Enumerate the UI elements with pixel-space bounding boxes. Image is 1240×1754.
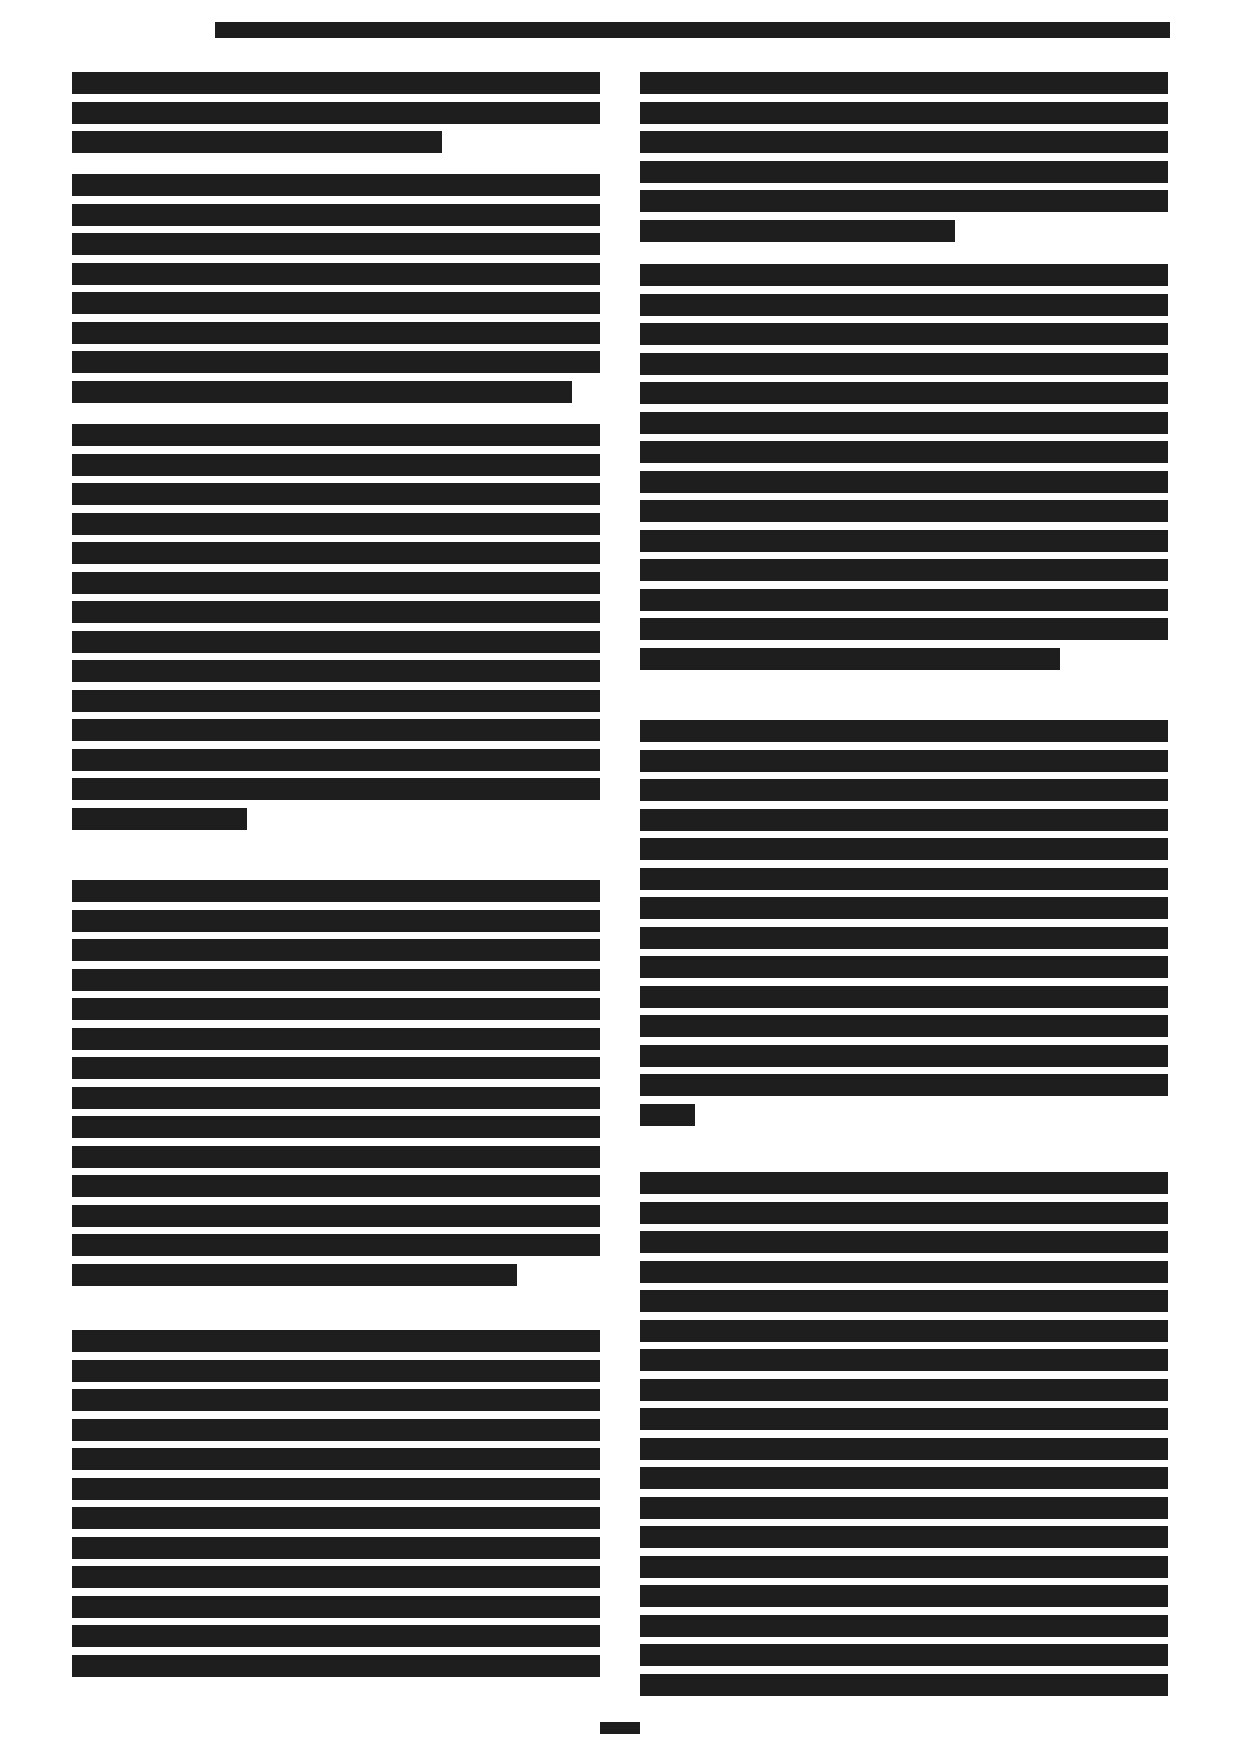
left-column-paragraph-5-line (72, 1478, 600, 1500)
right-column-paragraph-2-line (640, 530, 1168, 552)
right-column-paragraph-3-line (640, 720, 1168, 742)
right-column-paragraph-2-line (640, 589, 1168, 611)
left-column-paragraph-2-line (72, 204, 600, 226)
page-number-redaction (600, 1722, 640, 1734)
right-column-paragraph-4-line (640, 1585, 1168, 1607)
left-column-paragraph-4-line (72, 1087, 600, 1109)
right-column-paragraph-3-line (640, 1074, 1168, 1096)
right-column-paragraph-4-line (640, 1349, 1168, 1371)
right-column-paragraph-2-line (640, 353, 1168, 375)
right-column-paragraph-4-line (640, 1231, 1168, 1253)
right-column-paragraph-2-line (640, 294, 1168, 316)
left-column-paragraph-3-line (72, 808, 247, 830)
left-column-paragraph-5-line (72, 1389, 600, 1411)
right-column-paragraph-3-line (640, 750, 1168, 772)
right-column-paragraph-3-line (640, 779, 1168, 801)
right-column-paragraph-1-line (640, 161, 1168, 183)
right-column-paragraph-2-line (640, 500, 1168, 522)
left-column-paragraph-5-line (72, 1330, 600, 1352)
right-column-paragraph-1-line (640, 220, 955, 242)
right-column-paragraph-2-line (640, 412, 1168, 434)
left-column-paragraph-3-line (72, 778, 600, 800)
right-column-paragraph-2-line (640, 441, 1168, 463)
left-column-paragraph-4-line (72, 1146, 600, 1168)
left-column-paragraph-4-line (72, 1264, 517, 1286)
left-column-paragraph-1-line (72, 72, 600, 94)
left-column-paragraph-3-line (72, 601, 600, 623)
right-column-paragraph-4-line (640, 1438, 1168, 1460)
right-column-paragraph-1-line (640, 131, 1168, 153)
right-column-paragraph-3-line (640, 1104, 695, 1126)
right-column-paragraph-3-line (640, 809, 1168, 831)
left-column-paragraph-2-line (72, 263, 600, 285)
left-column-paragraph-3-line (72, 631, 600, 653)
right-column-paragraph-3-line (640, 868, 1168, 890)
left-column-paragraph-2-line (72, 174, 600, 196)
right-column-paragraph-2-line (640, 618, 1168, 640)
right-column-paragraph-4-line (640, 1615, 1168, 1637)
right-column-paragraph-1-line (640, 102, 1168, 124)
right-column-paragraph-3-line (640, 1015, 1168, 1037)
left-column-paragraph-2-line (72, 292, 600, 314)
right-column-paragraph-3-line (640, 1045, 1168, 1067)
right-column-paragraph-4-line (640, 1172, 1168, 1194)
left-column-paragraph-4-line (72, 939, 600, 961)
left-column-paragraph-5-line (72, 1596, 600, 1618)
right-column-paragraph-3-line (640, 927, 1168, 949)
right-column-paragraph-2-line (640, 323, 1168, 345)
right-column-paragraph-4-line (640, 1674, 1168, 1696)
right-column-paragraph-2-line (640, 559, 1168, 581)
left-column-paragraph-4-line (72, 910, 600, 932)
right-column-paragraph-2-line (640, 471, 1168, 493)
left-column-paragraph-5-line (72, 1360, 600, 1382)
left-column-paragraph-3-line (72, 424, 600, 446)
right-column-paragraph-1-line (640, 72, 1168, 94)
left-column-paragraph-2-line (72, 351, 600, 373)
right-column-paragraph-4-line (640, 1526, 1168, 1548)
right-column-paragraph-4-line (640, 1290, 1168, 1312)
left-column-paragraph-3-line (72, 749, 600, 771)
left-column-paragraph-5-line (72, 1625, 600, 1647)
right-column-paragraph-4-line (640, 1556, 1168, 1578)
right-column-paragraph-4-line (640, 1497, 1168, 1519)
left-column-paragraph-5-line (72, 1655, 600, 1677)
right-column-paragraph-4-line (640, 1408, 1168, 1430)
left-column-paragraph-5-line (72, 1537, 600, 1559)
left-column-paragraph-5-line (72, 1419, 600, 1441)
right-column-paragraph-2-line (640, 648, 1060, 670)
left-column-paragraph-4-line (72, 1175, 600, 1197)
right-column-paragraph-4-line (640, 1320, 1168, 1342)
right-column-paragraph-4-line (640, 1644, 1168, 1666)
left-column-paragraph-1-line (72, 131, 442, 153)
left-column-paragraph-1-line (72, 102, 600, 124)
left-column-paragraph-4-line (72, 969, 600, 991)
left-column-paragraph-2-line (72, 322, 600, 344)
right-column-paragraph-3-line (640, 838, 1168, 860)
left-column-paragraph-4-line (72, 1205, 600, 1227)
left-column-paragraph-3-line (72, 483, 600, 505)
left-column-paragraph-3-line (72, 454, 600, 476)
right-column-paragraph-1-line (640, 190, 1168, 212)
left-column-paragraph-2-line (72, 381, 572, 403)
right-column-paragraph-2-line (640, 264, 1168, 286)
left-column-paragraph-4-line (72, 1234, 600, 1256)
left-column-paragraph-4-line (72, 1057, 600, 1079)
right-column-paragraph-4-line (640, 1202, 1168, 1224)
left-column-paragraph-5-line (72, 1507, 600, 1529)
left-column-paragraph-4-line (72, 998, 600, 1020)
left-column-paragraph-4-line (72, 1028, 600, 1050)
left-column-paragraph-3-line (72, 542, 600, 564)
left-column-paragraph-4-line (72, 1116, 600, 1138)
left-column-paragraph-4-line (72, 880, 600, 902)
left-column-paragraph-5-line (72, 1448, 600, 1470)
left-column-paragraph-3-line (72, 690, 600, 712)
right-column-paragraph-2-line (640, 382, 1168, 404)
header-redaction-bar (215, 22, 1170, 38)
right-column-paragraph-4-line (640, 1379, 1168, 1401)
left-column-paragraph-3-line (72, 513, 600, 535)
left-column-paragraph-3-line (72, 572, 600, 594)
left-column-paragraph-2-line (72, 233, 600, 255)
right-column-paragraph-3-line (640, 956, 1168, 978)
left-column-paragraph-3-line (72, 719, 600, 741)
right-column-paragraph-3-line (640, 897, 1168, 919)
right-column-paragraph-3-line (640, 986, 1168, 1008)
left-column-paragraph-3-line (72, 660, 600, 682)
left-column-paragraph-5-line (72, 1566, 600, 1588)
right-column-paragraph-4-line (640, 1261, 1168, 1283)
right-column-paragraph-4-line (640, 1467, 1168, 1489)
